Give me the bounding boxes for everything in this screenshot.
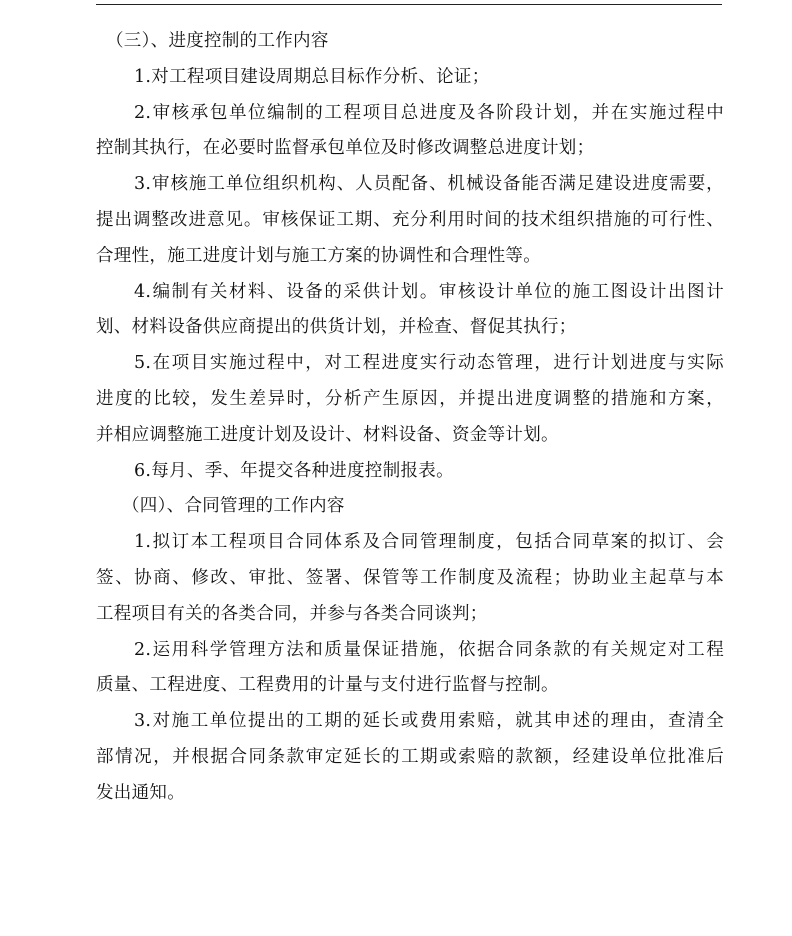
text-line: 1.拟订本工程项目合同体系及合同管理制度，包括合同草案的拟订、会 bbox=[134, 532, 724, 553]
text-line: 合理性，施工进度计划与施工方案的协调性和合理性等。 bbox=[96, 245, 541, 266]
text-line: 工程项目有关的各类合同，并参与各类合同谈判； bbox=[96, 603, 488, 624]
text-line: 部情况，并根据合同条款审定延长的工期或索赔的款额，经建设单位批准后 bbox=[96, 746, 724, 767]
text-line: 签、协商、修改、审批、签署、保管等工作制度及流程；协助业主起草与本 bbox=[96, 567, 724, 588]
text-line: 6.每月、季、年提交各种进度控制报表。 bbox=[134, 460, 454, 481]
text-line: 2.审核承包单位编制的工程项目总进度及各阶段计划，并在实施过程中 bbox=[134, 102, 724, 123]
text-line: 3.对施工单位提出的工期的延长或费用索赔，就其申述的理由，查清全 bbox=[134, 711, 724, 732]
text-line: 5.在项目实施过程中，对工程进度实行动态管理，进行计划进度与实际 bbox=[134, 353, 724, 374]
text-line: 质量、工程进度、工程费用的计量与支付进行监督与控制。 bbox=[96, 675, 559, 696]
text-line: 划、材料设备供应商提出的供货计划，并检查、督促其执行； bbox=[96, 317, 577, 338]
document-body bbox=[96, 24, 724, 812]
section-heading-progress-control: （三）、进度控制的工作内容 bbox=[106, 31, 329, 51]
text-line: 1.对工程项目建设周期总目标作分析、论证； bbox=[134, 66, 490, 87]
text-line: 控制其执行，在必要时监督承包单位及时修改调整总进度计划； bbox=[96, 138, 595, 159]
text-line: 3.审核施工单位组织机构、人员配备、机械设备能否满足建设进度需要， bbox=[134, 174, 724, 195]
text-line: 4.编制有关材料、设备的采供计划。审核设计单位的施工图设计出图计 bbox=[134, 281, 724, 302]
text-line: 2.运用科学管理方法和质量保证措施，依据合同条款的有关规定对工程 bbox=[134, 639, 724, 660]
text-line: 提出调整改进意见。审核保证工期、充分利用时间的技术组织措施的可行性、 bbox=[96, 209, 724, 230]
text-line: 进度的比较，发生差异时，分析产生原因，并提出进度调整的措施和方案， bbox=[96, 388, 724, 409]
text-line: 并相应调整施工进度计划及设计、材料设备、资金等计划。 bbox=[96, 424, 559, 445]
text-line: 发出通知。 bbox=[96, 782, 185, 803]
section-heading-contract-management: （四）、合同管理的工作内容 bbox=[122, 496, 345, 517]
header-rule bbox=[96, 4, 722, 5]
